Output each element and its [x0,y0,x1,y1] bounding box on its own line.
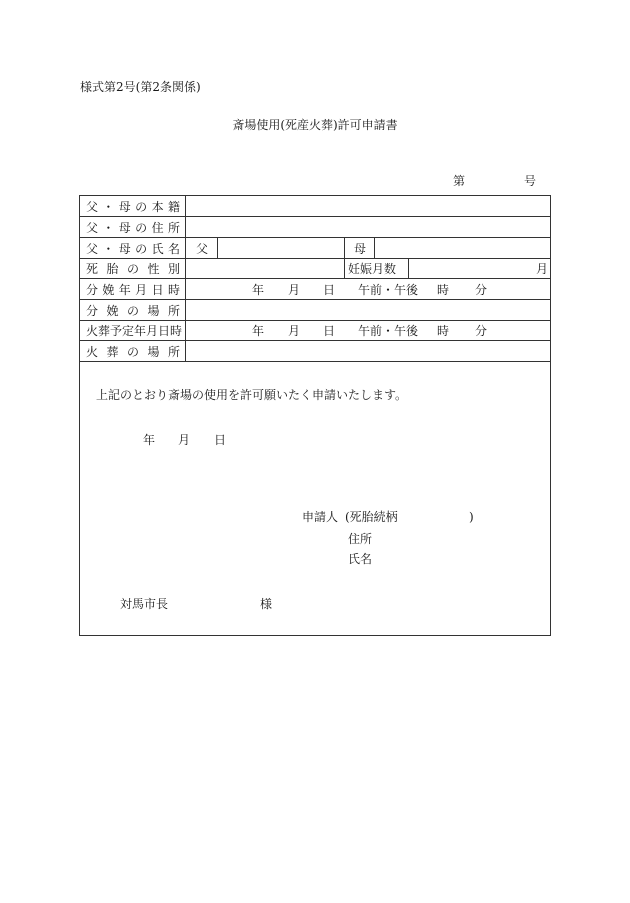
birth-hour: 時 [437,283,450,297]
cremation-day: 日 [323,324,336,338]
date-year: 年 [143,433,156,447]
number-prefix: 第 [453,174,466,188]
date-month: 月 [178,433,191,447]
name-row-divider [374,237,375,258]
page-title: 斎場使用(死産火葬)許可申請書 [232,118,398,132]
statement-text: 上記のとおり斎場の使用を許可願いたく申請いたします。 [96,388,408,402]
birth-minute: 分 [475,283,488,297]
row-divider [80,278,550,279]
birth-year: 年 [252,283,265,297]
addressee-honorific: 様 [260,597,273,611]
number-suffix: 号 [524,174,537,188]
row-divider [80,216,550,217]
month-unit: 月 [536,262,549,276]
gestation-label: 妊娠月数 [348,262,397,276]
cremation-year: 年 [252,324,265,338]
birth-month: 月 [288,283,301,297]
row-label-name: 父 ・ 母 の 氏 名 [86,242,180,256]
father-label: 父 [196,242,209,256]
cremation-month: 月 [288,324,301,338]
name-row-divider [344,237,345,258]
application-form [79,195,551,636]
cremation-hour: 時 [437,324,450,338]
name-row-divider [217,237,218,258]
row-label-cremation-datetime: 火葬予定年月日時 [86,324,183,338]
gender-row-divider [344,258,345,278]
row-label-honseki: 父 ・ 母 の 本 籍 [86,200,180,214]
row-divider [80,361,550,362]
row-divider [80,320,550,321]
row-divider [80,299,550,300]
birth-ampm: 午前・午後 [358,283,419,297]
mother-label: 母 [354,242,367,256]
applicant-address-label: 住所 [348,532,373,546]
row-divider [80,258,550,259]
cremation-ampm: 午前・午後 [358,324,419,338]
relation-open: (死胎続柄 [345,510,398,524]
cremation-minute: 分 [475,324,488,338]
row-label-birth-datetime: 分 娩 年 月 日 時 [86,283,180,297]
row-label-birth-place: 分 娩 の 場 所 [86,304,180,318]
row-label-address: 父 ・ 母 の 住 所 [86,221,180,235]
addressee-name: 対馬市長 [120,597,169,611]
form-number: 様式第2号(第2条関係) [80,80,201,94]
label-column-divider [185,196,186,361]
relation-close: ) [469,510,474,524]
date-day: 日 [214,433,227,447]
applicant-label: 申請人 [302,510,339,524]
applicant-name-label: 氏名 [348,552,373,566]
birth-day: 日 [323,283,336,297]
row-label-cremation-place: 火 葬 の 場 所 [86,345,180,359]
row-divider [80,340,550,341]
row-divider [80,237,550,238]
row-label-gender: 死 胎 の 性 別 [86,262,180,276]
gender-row-divider [408,258,409,278]
